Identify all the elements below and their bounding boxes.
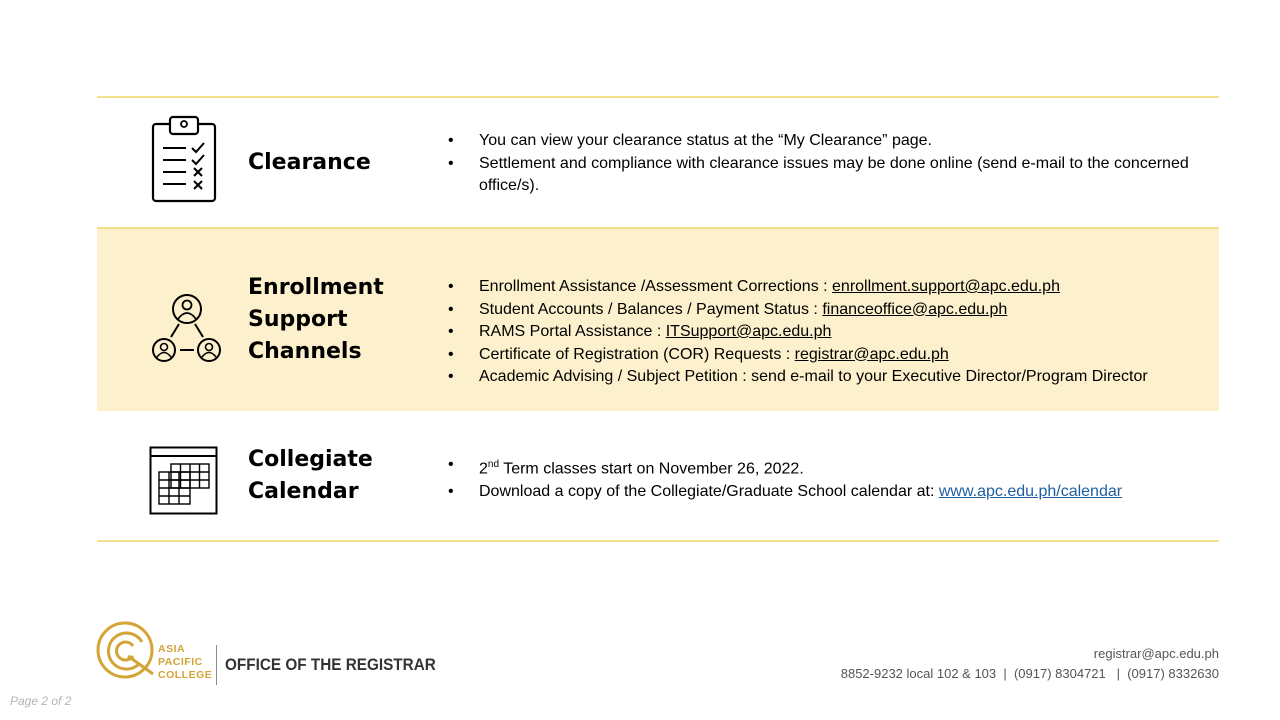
calendar-icon bbox=[149, 446, 219, 520]
it-support-email-link[interactable]: ITSupport@apc.edu.ph bbox=[665, 323, 832, 340]
enrollment-support-email-link[interactable]: enrollment.support@apc.edu.ph bbox=[832, 278, 1060, 295]
office-name: OFFICE OF THE REGISTRAR bbox=[225, 655, 436, 674]
list-item: • 2nd Term classes start on November 26, 2022. bbox=[448, 454, 1218, 481]
list-item: • Certificate of Registration (COR) Requests : registrar@apc.edu.ph bbox=[448, 344, 1218, 367]
logo-college-name: ASIA PACIFIC COLLEGE bbox=[158, 643, 213, 681]
list-item: • Enrollment Assistance /Assessment Corrections : enrollment.support@apc.edu.ph bbox=[448, 276, 1218, 299]
clearance-bullet-list bbox=[448, 130, 1218, 198]
list-item: • Download a copy of the Collegiate/Graduate School calendar at: www.apc.edu.ph/calendar bbox=[448, 481, 1218, 504]
calendar-bullet-list bbox=[448, 454, 1218, 503]
logo-divider bbox=[216, 645, 217, 685]
registrar-email-link[interactable]: registrar@apc.edu.ph bbox=[794, 345, 949, 363]
top-divider bbox=[97, 96, 1219, 98]
section-title-calendar: Collegiate Calendar bbox=[248, 447, 373, 504]
footer-phones: 8852-9232 local 102 & 103 | (0917) 8304721 | (0917) 8332630 bbox=[840, 666, 1219, 681]
page-number: Page 2 of 2 bbox=[10, 694, 72, 708]
calendar-download-link[interactable]: www.apc.edu.ph/calendar bbox=[938, 482, 1123, 500]
bottom-divider bbox=[97, 540, 1219, 542]
list-item: • Student Accounts / Balances / Payment Status : financeoffice@apc.edu.ph bbox=[448, 299, 1218, 322]
enrollment-bullet-list bbox=[448, 276, 1218, 389]
section-title-clearance: Clearance bbox=[248, 150, 371, 175]
list-item: • You can view your clearance status at the “My Clearance” page. bbox=[448, 130, 1218, 153]
footer-email: registrar@apc.edu.ph bbox=[1093, 646, 1219, 661]
list-item: • RAMS Portal Assistance : ITSupport@apc.edu.ph bbox=[448, 321, 1218, 344]
finance-office-email-link[interactable]: financeoffice@apc.edu.ph bbox=[822, 300, 1008, 318]
list-item: • Settlement and compliance with clearance issues may be done online (send e-mail to the concerned office/s). bbox=[448, 153, 1218, 198]
people-network-icon bbox=[150, 292, 224, 368]
list-item: • Academic Advising / Subject Petition : send e-mail to your Executive Director/Program Director bbox=[448, 366, 1218, 389]
clipboard-checklist-icon bbox=[150, 114, 218, 208]
section-title-enrollment: Enrollment Support Channels bbox=[248, 275, 384, 364]
apc-logo-icon bbox=[95, 616, 157, 688]
